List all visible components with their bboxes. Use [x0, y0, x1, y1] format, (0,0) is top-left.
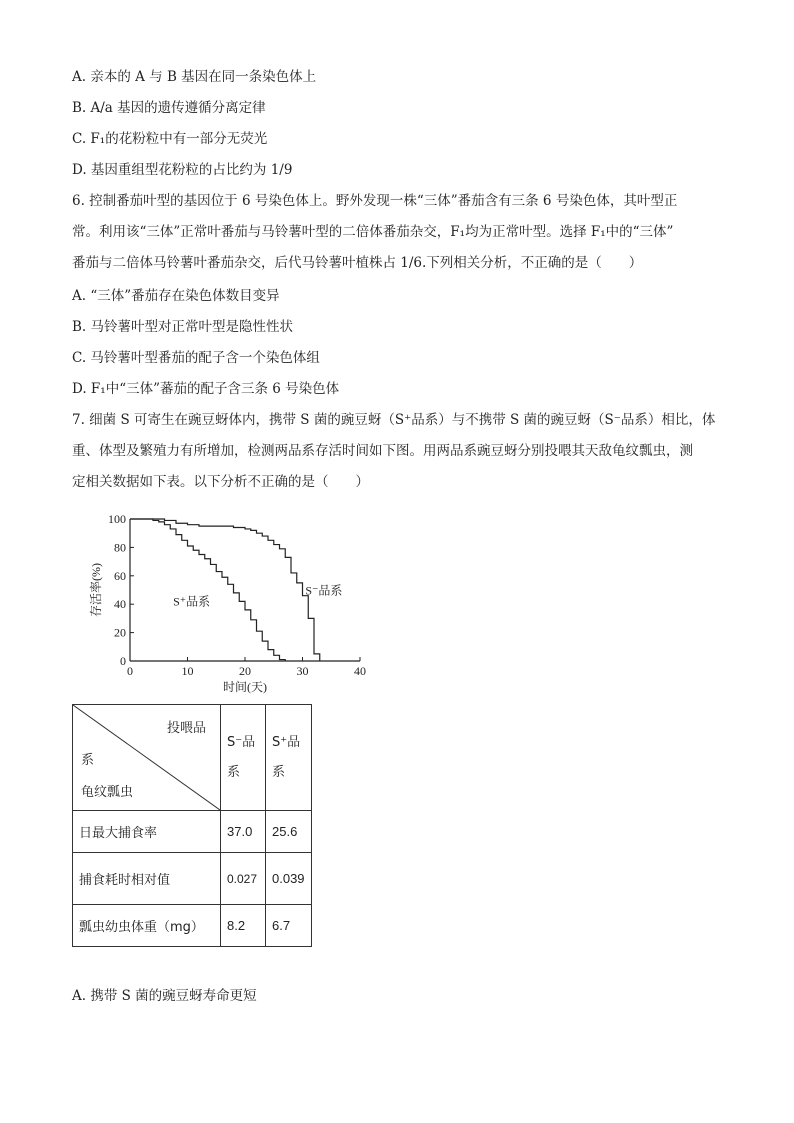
- series-line-s-plus: [130, 519, 285, 661]
- y-tick-label: 80: [114, 540, 126, 555]
- table-row: [73, 905, 312, 947]
- y-tick-label: 100: [108, 512, 126, 526]
- predation-table: [72, 704, 312, 947]
- row-label: 捕食耗时相对值: [73, 853, 221, 905]
- question-7-line-3: 定相关数据如下表。以下分析不正确的是（ ）: [72, 474, 369, 490]
- x-tick-label: 30: [296, 664, 309, 678]
- cell-value: 25.6: [266, 811, 312, 853]
- row-label: 瓢虫幼虫体重（mg）: [73, 905, 221, 947]
- question-7-line-1: 7. 细菌 S 可寄生在豌豆蚜体内，携带 S 菌的豌豆蚜（S⁺品系）与不携带 S 菌的豌豆蚜（S⁻品系）相比，体: [72, 412, 716, 428]
- corner-mid-label: 系: [81, 753, 95, 768]
- question-7-line-2: 重、体型及繁殖力有所增加，检测两品系存活时间如下图。用两品系豌豆蚜分别投喂其天敌龟纹瓢虫，测: [72, 443, 693, 459]
- survival-chart-svg: [80, 505, 380, 705]
- option-7a: A. 携带 S 菌的豌豆蚜寿命更短: [72, 988, 257, 1004]
- cell-value: 8.2: [221, 905, 266, 947]
- series-label-s-plus: S⁺品系: [173, 594, 211, 609]
- corner-top-label: 投喂品: [166, 721, 206, 736]
- col-header-s-plus: [266, 705, 312, 811]
- cell-value: 37.0: [221, 811, 266, 853]
- survival-chart: [80, 505, 380, 705]
- series-label-s-minus: S⁻品系: [305, 583, 343, 598]
- option-5a: A. 亲本的 A 与 B 基因在同一条染色体上: [72, 69, 317, 85]
- col-header-s-plus-line1: S⁺品: [272, 734, 301, 750]
- question-6-line-1: 6. 控制番茄叶型的基因位于 6 号染色体上。野外发现一株“三体”番茄含有三条 6 号染色体，其叶型正: [72, 193, 678, 209]
- cell-value: 6.7: [266, 905, 312, 947]
- x-tick-label: 0: [127, 664, 133, 678]
- table-header-row: [73, 705, 312, 811]
- y-tick-label: 20: [114, 625, 126, 640]
- y-axis-label: 存活率(%): [89, 563, 103, 617]
- col-header-s-minus-line1: S⁻品: [227, 734, 256, 750]
- option-6b: B. 马铃薯叶型对正常叶型是隐性性状: [72, 319, 294, 335]
- col-header-s-plus-line2: 系: [272, 764, 286, 780]
- question-6-line-3: 番茄与二倍体马铃薯叶番茄杂交，后代马铃薯叶植株占 1/6.下列相关分析，不正确的是（ ）: [72, 255, 643, 271]
- option-5d: D. 基因重组型花粉粒的占比约为 1/9: [72, 162, 293, 178]
- col-header-s-minus: [221, 705, 266, 811]
- option-6a: A. “三体”番茄存在染色体数目变异: [72, 288, 280, 304]
- x-tick-label: 10: [181, 664, 194, 678]
- x-tick-label: 20: [239, 664, 251, 678]
- row-label: 日最大捕食率: [73, 811, 221, 853]
- option-5b: B. A/a 基因的遗传遵循分离定律: [72, 100, 266, 116]
- table-corner-cell: [73, 705, 221, 811]
- cell-value: 0.039: [266, 853, 312, 905]
- y-tick-label: 0: [120, 654, 126, 668]
- corner-bottom-label: 龟纹瓢虫: [81, 785, 134, 800]
- x-tick-label: 40: [354, 664, 366, 678]
- option-6d: D. F₁中“三体”蕃茄的配子含三条 6 号染色体: [72, 381, 340, 397]
- question-6-line-2: 常。利用该“三体”正常叶番茄与马铃薯叶型的二倍体番茄杂交，F₁均为正常叶型。选择 F₁中的“三体”: [72, 224, 674, 240]
- col-header-s-minus-line2: 系: [227, 764, 241, 780]
- table-row: [73, 811, 312, 853]
- y-tick-label: 40: [114, 597, 126, 612]
- option-5c: C. F₁的花粉粒中有一部分无荧光: [72, 131, 268, 147]
- option-6c: C. 马铃薯叶型番茄的配子含一个染色体组: [72, 350, 320, 366]
- cell-value: 0.027: [221, 853, 266, 905]
- series-line-s-minus: [130, 519, 320, 661]
- table-row: [73, 853, 312, 905]
- x-axis-label: 时间(天): [223, 680, 267, 694]
- y-tick-label: 60: [114, 568, 126, 583]
